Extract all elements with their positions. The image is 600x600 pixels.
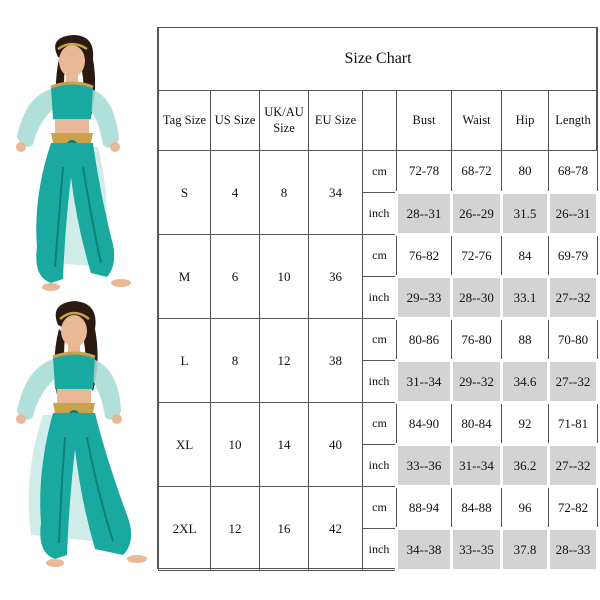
table-row [159, 487, 598, 529]
header-eu-size: EU Size [309, 91, 363, 151]
table-row [159, 235, 598, 277]
unit-inch: inch [363, 277, 397, 319]
bust-cm: 72-78 [397, 151, 452, 193]
header-length: Length [549, 91, 598, 151]
table-row [159, 403, 598, 445]
table-row [159, 151, 598, 193]
hip-cm: 84 [502, 235, 549, 277]
waist-inch: 31--34 [452, 445, 502, 487]
model-photo-top [3, 27, 158, 295]
bust-inch: 29--33 [397, 277, 452, 319]
length-cm: 69-79 [549, 235, 598, 277]
bust-cm: 80-86 [397, 319, 452, 361]
unit-inch: inch [363, 361, 397, 403]
length-inch: 27--32 [549, 445, 598, 487]
unit-cm: cm [363, 235, 397, 277]
us-size-cell: 12 [211, 487, 260, 571]
costume-figure [16, 35, 131, 291]
bust-cm: 84-90 [397, 403, 452, 445]
waist-cm: 80-84 [452, 403, 502, 445]
header-uk-au-line2: Size [273, 120, 295, 135]
eu-size-cell: 40 [309, 403, 363, 487]
hip-cm: 92 [502, 403, 549, 445]
waist-cm: 68-72 [452, 151, 502, 193]
length-inch: 27--32 [549, 277, 598, 319]
length-inch: 28--33 [549, 529, 598, 571]
waist-cm: 76-80 [452, 319, 502, 361]
header-row [159, 91, 598, 151]
hip-inch: 37.8 [502, 529, 549, 571]
eu-size-cell: 34 [309, 151, 363, 235]
bust-cm: 76-82 [397, 235, 452, 277]
tag-size-cell: 2XL [159, 487, 211, 571]
tag-size-cell: XL [159, 403, 211, 487]
length-inch: 26--31 [549, 193, 598, 235]
uk-size-cell: 12 [260, 319, 309, 403]
eu-size-cell: 42 [309, 487, 363, 571]
unit-inch: inch [363, 529, 397, 571]
unit-inch: inch [363, 445, 397, 487]
tag-size-cell: M [159, 235, 211, 319]
header-uk-au-line1: UK/AU [264, 104, 304, 119]
waist-inch: 33--35 [452, 529, 502, 571]
uk-size-cell: 14 [260, 403, 309, 487]
bust-cm: 88-94 [397, 487, 452, 529]
us-size-cell: 8 [211, 319, 260, 403]
us-size-cell: 4 [211, 151, 260, 235]
length-cm: 70-80 [549, 319, 598, 361]
uk-size-cell: 8 [260, 151, 309, 235]
unit-inch: inch [363, 193, 397, 235]
waist-cm: 72-76 [452, 235, 502, 277]
waist-inch: 26--29 [452, 193, 502, 235]
length-inch: 27--32 [549, 361, 598, 403]
header-hip: Hip [502, 91, 549, 151]
bust-inch: 33--36 [397, 445, 452, 487]
us-size-cell: 6 [211, 235, 260, 319]
hip-inch: 33.1 [502, 277, 549, 319]
bust-inch: 34--38 [397, 529, 452, 571]
bust-inch: 31--34 [397, 361, 452, 403]
header-waist: Waist [452, 91, 502, 151]
header-bust: Bust [397, 91, 452, 151]
hip-cm: 88 [502, 319, 549, 361]
waist-cm: 84-88 [452, 487, 502, 529]
eu-size-cell: 38 [309, 319, 363, 403]
chart-title: Size Chart [159, 28, 598, 91]
tag-size-cell: S [159, 151, 211, 235]
header-us-size: US Size [211, 91, 260, 151]
unit-cm: cm [363, 151, 397, 193]
eu-size-cell: 36 [309, 235, 363, 319]
length-cm: 72-82 [549, 487, 598, 529]
length-cm: 68-78 [549, 151, 598, 193]
hip-inch: 36.2 [502, 445, 549, 487]
unit-cm: cm [363, 403, 397, 445]
unit-cm: cm [363, 319, 397, 361]
length-cm: 71-81 [549, 403, 598, 445]
header-uk-au-size [260, 91, 309, 151]
header-tag-size: Tag Size [159, 91, 211, 151]
uk-size-cell: 10 [260, 235, 309, 319]
hip-inch: 34.6 [502, 361, 549, 403]
unit-cm: cm [363, 487, 397, 529]
size-chart-table [158, 27, 599, 572]
us-size-cell: 10 [211, 403, 260, 487]
tag-size-cell: L [159, 319, 211, 403]
header-unit [363, 91, 397, 151]
model-photo-bottom [3, 295, 158, 569]
hip-cm: 96 [502, 487, 549, 529]
uk-size-cell: 16 [260, 487, 309, 571]
bust-inch: 28--31 [397, 193, 452, 235]
waist-inch: 29--32 [452, 361, 502, 403]
table-row [159, 319, 598, 361]
model-photo-panel [3, 27, 158, 569]
hip-cm: 80 [502, 151, 549, 193]
hip-inch: 31.5 [502, 193, 549, 235]
costume-figure [16, 301, 147, 567]
waist-inch: 28--30 [452, 277, 502, 319]
